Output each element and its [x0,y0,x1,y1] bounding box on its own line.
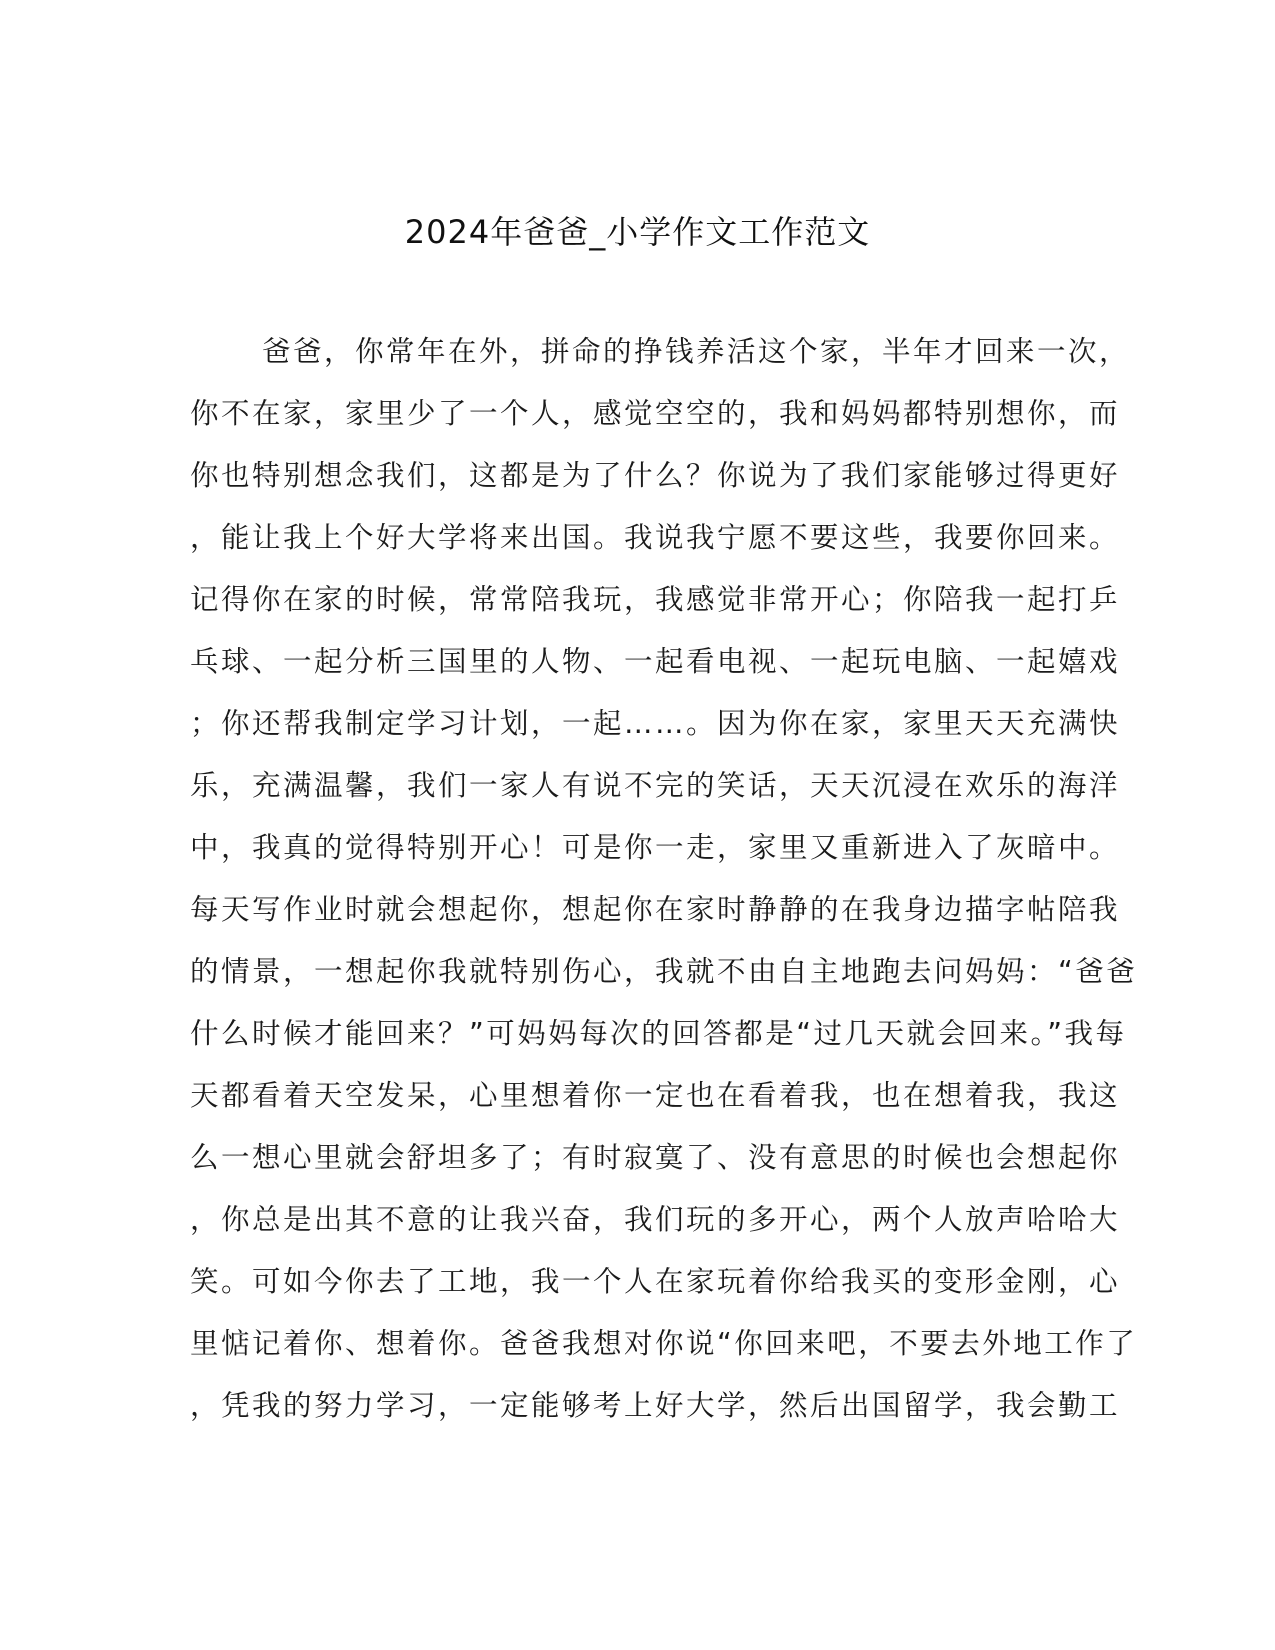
text-line: ；你还帮我制定学习计划，一起……。因为你在家，家里天天充满快 [190,707,1121,740]
text-line: ，你总是出其不意的让我兴奋，我们玩的多开心，两个人放声哈哈大 [190,1203,1121,1236]
document-title: 2024年爸爸_小学作文工作范文 [404,213,871,251]
text-line: 每天写作业时就会想起你，想起你在家时静静的在我身边描字帖陪我 [190,893,1121,926]
text-line: 乓球、一起分析三国里的人物、一起看电视、一起玩电脑、一起嬉戏 [190,645,1121,678]
text-line: 记得你在家的时候，常常陪我玩，我感觉非常开心；你陪我一起打乒 [190,583,1121,616]
text-line: 里惦记着你、想着你。爸爸我想对你说“你回来吧，不要去外地工作了 [190,1327,1138,1360]
text-line: 你也特别想念我们，这都是为了什么？你说为了我们家能够过得更好 [190,459,1121,492]
text-line: 的情景，一想起你我就特别伤心，我就不由自主地跑去问妈妈：“爸爸 [190,955,1138,988]
text-line: 你不在家，家里少了一个人，感觉空空的，我和妈妈都特别想你，而 [190,397,1121,430]
text-line: ，能让我上个好大学将来出国。我说我宁愿不要这些，我要你回来。 [190,521,1121,554]
text-line: ，凭我的努力学习，一定能够考上好大学，然后出国留学，我会勤工 [190,1389,1121,1422]
document-body [190,330,1138,1446]
text-line: 么一想心里就会舒坦多了；有时寂寞了、没有意思的时候也会想起你 [190,1141,1121,1174]
text-line: 爸爸，你常年在外，拼命的挣钱养活这个家，半年才回来一次， [262,335,1131,368]
text-line: 什么时候才能回来？”可妈妈每次的回答都是“过几天就会回来。”我每 [190,1017,1127,1050]
text-line: 天都看着天空发呆，心里想着你一定也在看着我，也在想着我，我这 [190,1079,1121,1112]
text-line: 笑。可如今你去了工地，我一个人在家玩着你给我买的变形金刚，心 [190,1265,1121,1298]
text-line: 乐，充满温馨，我们一家人有说不完的笑话，天天沉浸在欢乐的海洋 [190,769,1121,802]
text-line: 中，我真的觉得特别开心！可是你一走，家里又重新进入了灰暗中。 [190,831,1121,864]
